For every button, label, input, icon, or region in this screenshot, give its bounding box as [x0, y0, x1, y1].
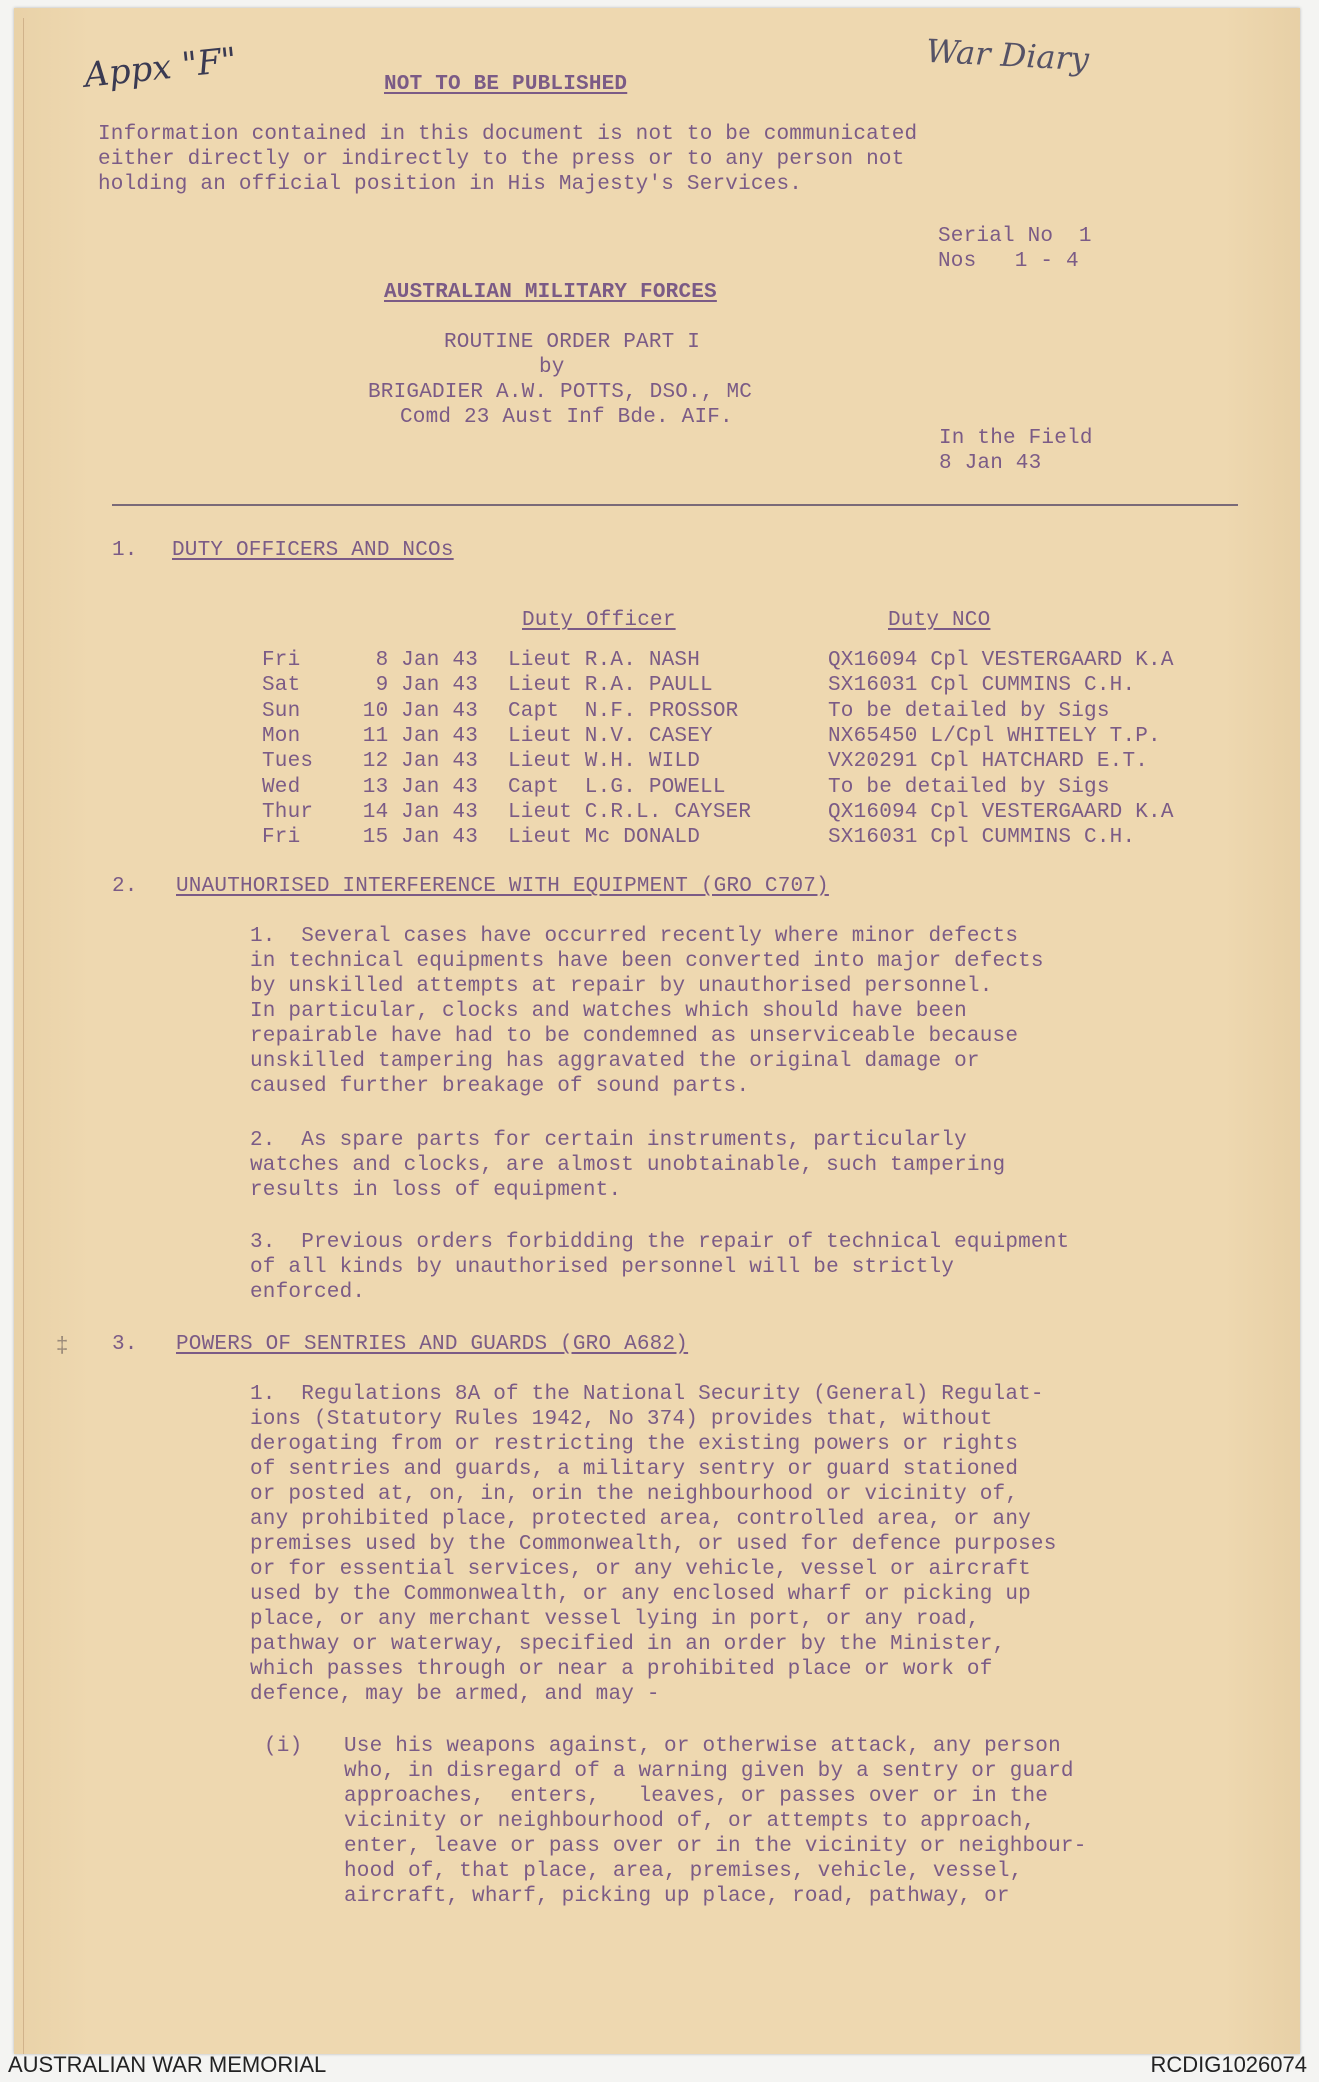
duty-roster-row — [262, 648, 1262, 673]
section-3-para-1-line-1: 1. Regulations 8A of the National Security (General) Regulat- — [250, 1383, 1044, 1406]
order-numbers: Nos 1 - 4 — [938, 250, 1079, 273]
section-2-para-1-line-5: repairable have had to be condemned as unserviceable because — [250, 1025, 1019, 1048]
section-2-para-1-line-1: 1. Several cases have occurred recently where minor defects — [250, 925, 1019, 948]
duty-roster-row — [262, 699, 1262, 724]
section-2-para-2-line-2: watches and clocks, are almost unobtainable, such tampering — [250, 1154, 1006, 1177]
roster-officer: Capt L.G. POWELL — [508, 775, 726, 799]
staple-mark: ‡ — [56, 1332, 69, 1357]
order-location: In the Field — [939, 427, 1093, 450]
duty-roster-row — [262, 800, 1262, 825]
roster-date: 15 Jan 43 — [362, 826, 478, 850]
roster-day: Fri — [262, 649, 301, 672]
section-3-para-1-line-8: or for essential services, or any vehicle, vessel or aircraft — [250, 1558, 1031, 1581]
duty-roster-row — [262, 825, 1262, 850]
roster-officer: Lieut R.A. PAULL — [508, 674, 713, 698]
section-3-item-line-5: enter, leave or pass over or in the vicinity or neighbour- — [344, 1835, 1087, 1858]
section-2-para-2-line-1: 2. As spare parts for certain instruments, particularly — [250, 1129, 967, 1152]
duty-roster-row — [262, 724, 1262, 749]
section-3-para-1-line-7: premises used by the Commonwealth, or used for defence purposes — [250, 1533, 1057, 1556]
roster-officer: Lieut N.V. CASEY — [508, 724, 713, 748]
duty-roster-row — [262, 775, 1262, 800]
roster-officer: Lieut Mc DONALD — [508, 826, 701, 850]
section-3-para-1-line-13: defence, may be armed, and may - — [250, 1683, 660, 1706]
section-2-para-3-line-2: of all kinds by unauthorised personnel will be strictly — [250, 1256, 955, 1279]
restriction-line-3: holding an official position in His Majesty's Services. — [98, 173, 803, 196]
section-2-para-2-line-3: results in loss of equipment. — [250, 1179, 622, 1202]
header-divider — [112, 504, 1238, 506]
section-3-item-line-1: Use his weapons against, or otherwise attack, any person — [344, 1735, 1061, 1758]
section-3-para-1-line-4: of sentries and guards, a military sentry or guard stationed — [250, 1458, 1019, 1481]
section-3-para-1-line-10: place, or any merchant vessel lying in port, or any road, — [250, 1608, 980, 1631]
roster-nco: NX65450 L/Cpl WHITELY T.P. — [828, 724, 1161, 748]
roster-nco: QX16094 Cpl VESTERGAARD K.A — [828, 800, 1174, 824]
roster-day: Sat — [262, 674, 301, 698]
commander-name: BRIGADIER A.W. POTTS, DSO., MC — [368, 381, 753, 404]
section-3-para-1-line-5: or posted at, on, in, orin the neighbourhood or vicinity of, — [250, 1483, 1019, 1506]
footer-record-id: RCDIG1026074 — [1150, 2052, 1307, 2077]
roster-day: Sun — [262, 699, 301, 723]
roster-day: Fri — [262, 826, 301, 850]
section-1-title: DUTY OFFICERS AND NCOs — [172, 539, 454, 562]
roster-date: 9 Jan 43 — [375, 674, 478, 698]
section-3-para-1-line-11: pathway or waterway, specified in an order by the Minister, — [250, 1633, 1006, 1656]
order-date: 8 Jan 43 — [939, 452, 1042, 475]
footer-source-label: AUSTRALIAN WAR MEMORIAL — [8, 2052, 327, 2077]
force-heading: AUSTRALIAN MILITARY FORCES — [384, 281, 717, 304]
section-3-para-1-line-12: which passes through or near a prohibited place or work of — [250, 1658, 993, 1681]
order-title: ROUTINE ORDER PART I — [444, 331, 701, 354]
section-2-para-3-line-1: 3. Previous orders forbidding the repair of technical equipment — [250, 1231, 1070, 1254]
section-3-para-1-line-2: ions (Statutory Rules 1942, No 374) provides that, without — [250, 1408, 993, 1431]
section-2-para-1-line-2: in technical equipments have been converted into major defects — [250, 950, 1044, 973]
roster-day: Tues — [262, 750, 314, 774]
section-3-para-1-line-3: derogating from or restricting the existing powers or rights — [250, 1433, 1019, 1456]
roster-date: 8 Jan 43 — [375, 649, 478, 672]
section-3-item-label: (i) — [264, 1735, 303, 1758]
roster-nco: To be detailed by Sigs — [828, 699, 1110, 723]
section-3-item-line-6: hood of, that place, area, premises, vehicle, vessel, — [344, 1860, 1023, 1883]
section-2-para-1-line-4: In particular, clocks and watches which should have been — [250, 1000, 967, 1023]
roster-officer: Capt N.F. PROSSOR — [508, 699, 739, 723]
roster-nco: SX16031 Cpl CUMMINS C.H. — [828, 826, 1136, 850]
document-page — [14, 8, 1300, 2054]
roster-date: 10 Jan 43 — [362, 699, 478, 723]
roster-day: Mon — [262, 724, 301, 748]
roster-day: Thur — [262, 800, 314, 824]
order-by: by — [539, 356, 565, 379]
roster-day: Wed — [262, 775, 301, 799]
section-3-item-line-3: approaches, enters, leaves, or passes over or in the — [344, 1785, 1049, 1808]
roster-officer: Lieut R.A. NASH — [508, 649, 701, 672]
section-1-number: 1. — [112, 539, 138, 562]
roster-date: 11 Jan 43 — [362, 724, 478, 748]
serial-number: Serial No 1 — [938, 225, 1092, 248]
section-3-item-line-7: aircraft, wharf, picking up place, road, pathway, or — [344, 1885, 1010, 1908]
roster-date: 13 Jan 43 — [362, 775, 478, 799]
roster-date: 12 Jan 43 — [362, 750, 478, 774]
handwritten-appendix-label: Appx "F" — [82, 40, 239, 96]
roster-officer: Lieut W.H. WILD — [508, 750, 701, 774]
roster-nco: To be detailed by Sigs — [828, 775, 1110, 799]
section-2-para-1-line-7: caused further breakage of sound parts. — [250, 1075, 750, 1098]
section-2-para-3-line-3: enforced. — [250, 1281, 366, 1304]
section-2-title: UNAUTHORISED INTERFERENCE WITH EQUIPMENT (GRO C707) — [176, 875, 829, 898]
section-3-item-line-4: vicinity or neighbourhood of, or attempts to approach, — [344, 1810, 1036, 1833]
section-3-para-1-line-6: any prohibited place, protected area, controlled area, or any — [250, 1508, 1031, 1531]
restriction-title: NOT TO BE PUBLISHED — [384, 73, 628, 96]
section-2-para-1-line-6: unskilled tampering has aggravated the original damage or — [250, 1050, 980, 1073]
roster-officer: Lieut C.R.L. CAYSER — [508, 800, 752, 824]
roster-nco: QX16094 Cpl VESTERGAARD K.A — [828, 649, 1174, 672]
restriction-line-2: either directly or indirectly to the press or to any person not — [98, 148, 905, 171]
section-3-title: POWERS OF SENTRIES AND GUARDS (GRO A682) — [176, 1333, 689, 1356]
section-3-para-1-line-9: used by the Commonwealth, or any enclosed wharf or picking up — [250, 1583, 1031, 1606]
section-2-number: 2. — [112, 875, 138, 898]
paper-fold-line — [23, 18, 24, 2054]
section-2-para-1-line-3: by unskilled attempts at repair by unauthorised personnel. — [250, 975, 993, 998]
column-duty-officer: Duty Officer — [522, 609, 676, 632]
roster-nco: VX20291 Cpl HATCHARD E.T. — [828, 750, 1149, 774]
section-3-item-line-2: who, in disregard of a warning given by a sentry or guard — [344, 1760, 1074, 1783]
section-3-number: 3. — [112, 1333, 138, 1356]
roster-date: 14 Jan 43 — [362, 800, 478, 824]
restriction-line-1: Information contained in this document is not to be communicated — [98, 123, 918, 146]
duty-roster-row — [262, 673, 1262, 698]
handwritten-war-diary-label: War Diary — [925, 31, 1090, 79]
column-duty-nco: Duty NCO — [888, 609, 991, 632]
command-unit: Comd 23 Aust Inf Bde. AIF. — [400, 406, 733, 429]
roster-nco: SX16031 Cpl CUMMINS C.H. — [828, 674, 1136, 698]
duty-roster-row — [262, 749, 1262, 774]
